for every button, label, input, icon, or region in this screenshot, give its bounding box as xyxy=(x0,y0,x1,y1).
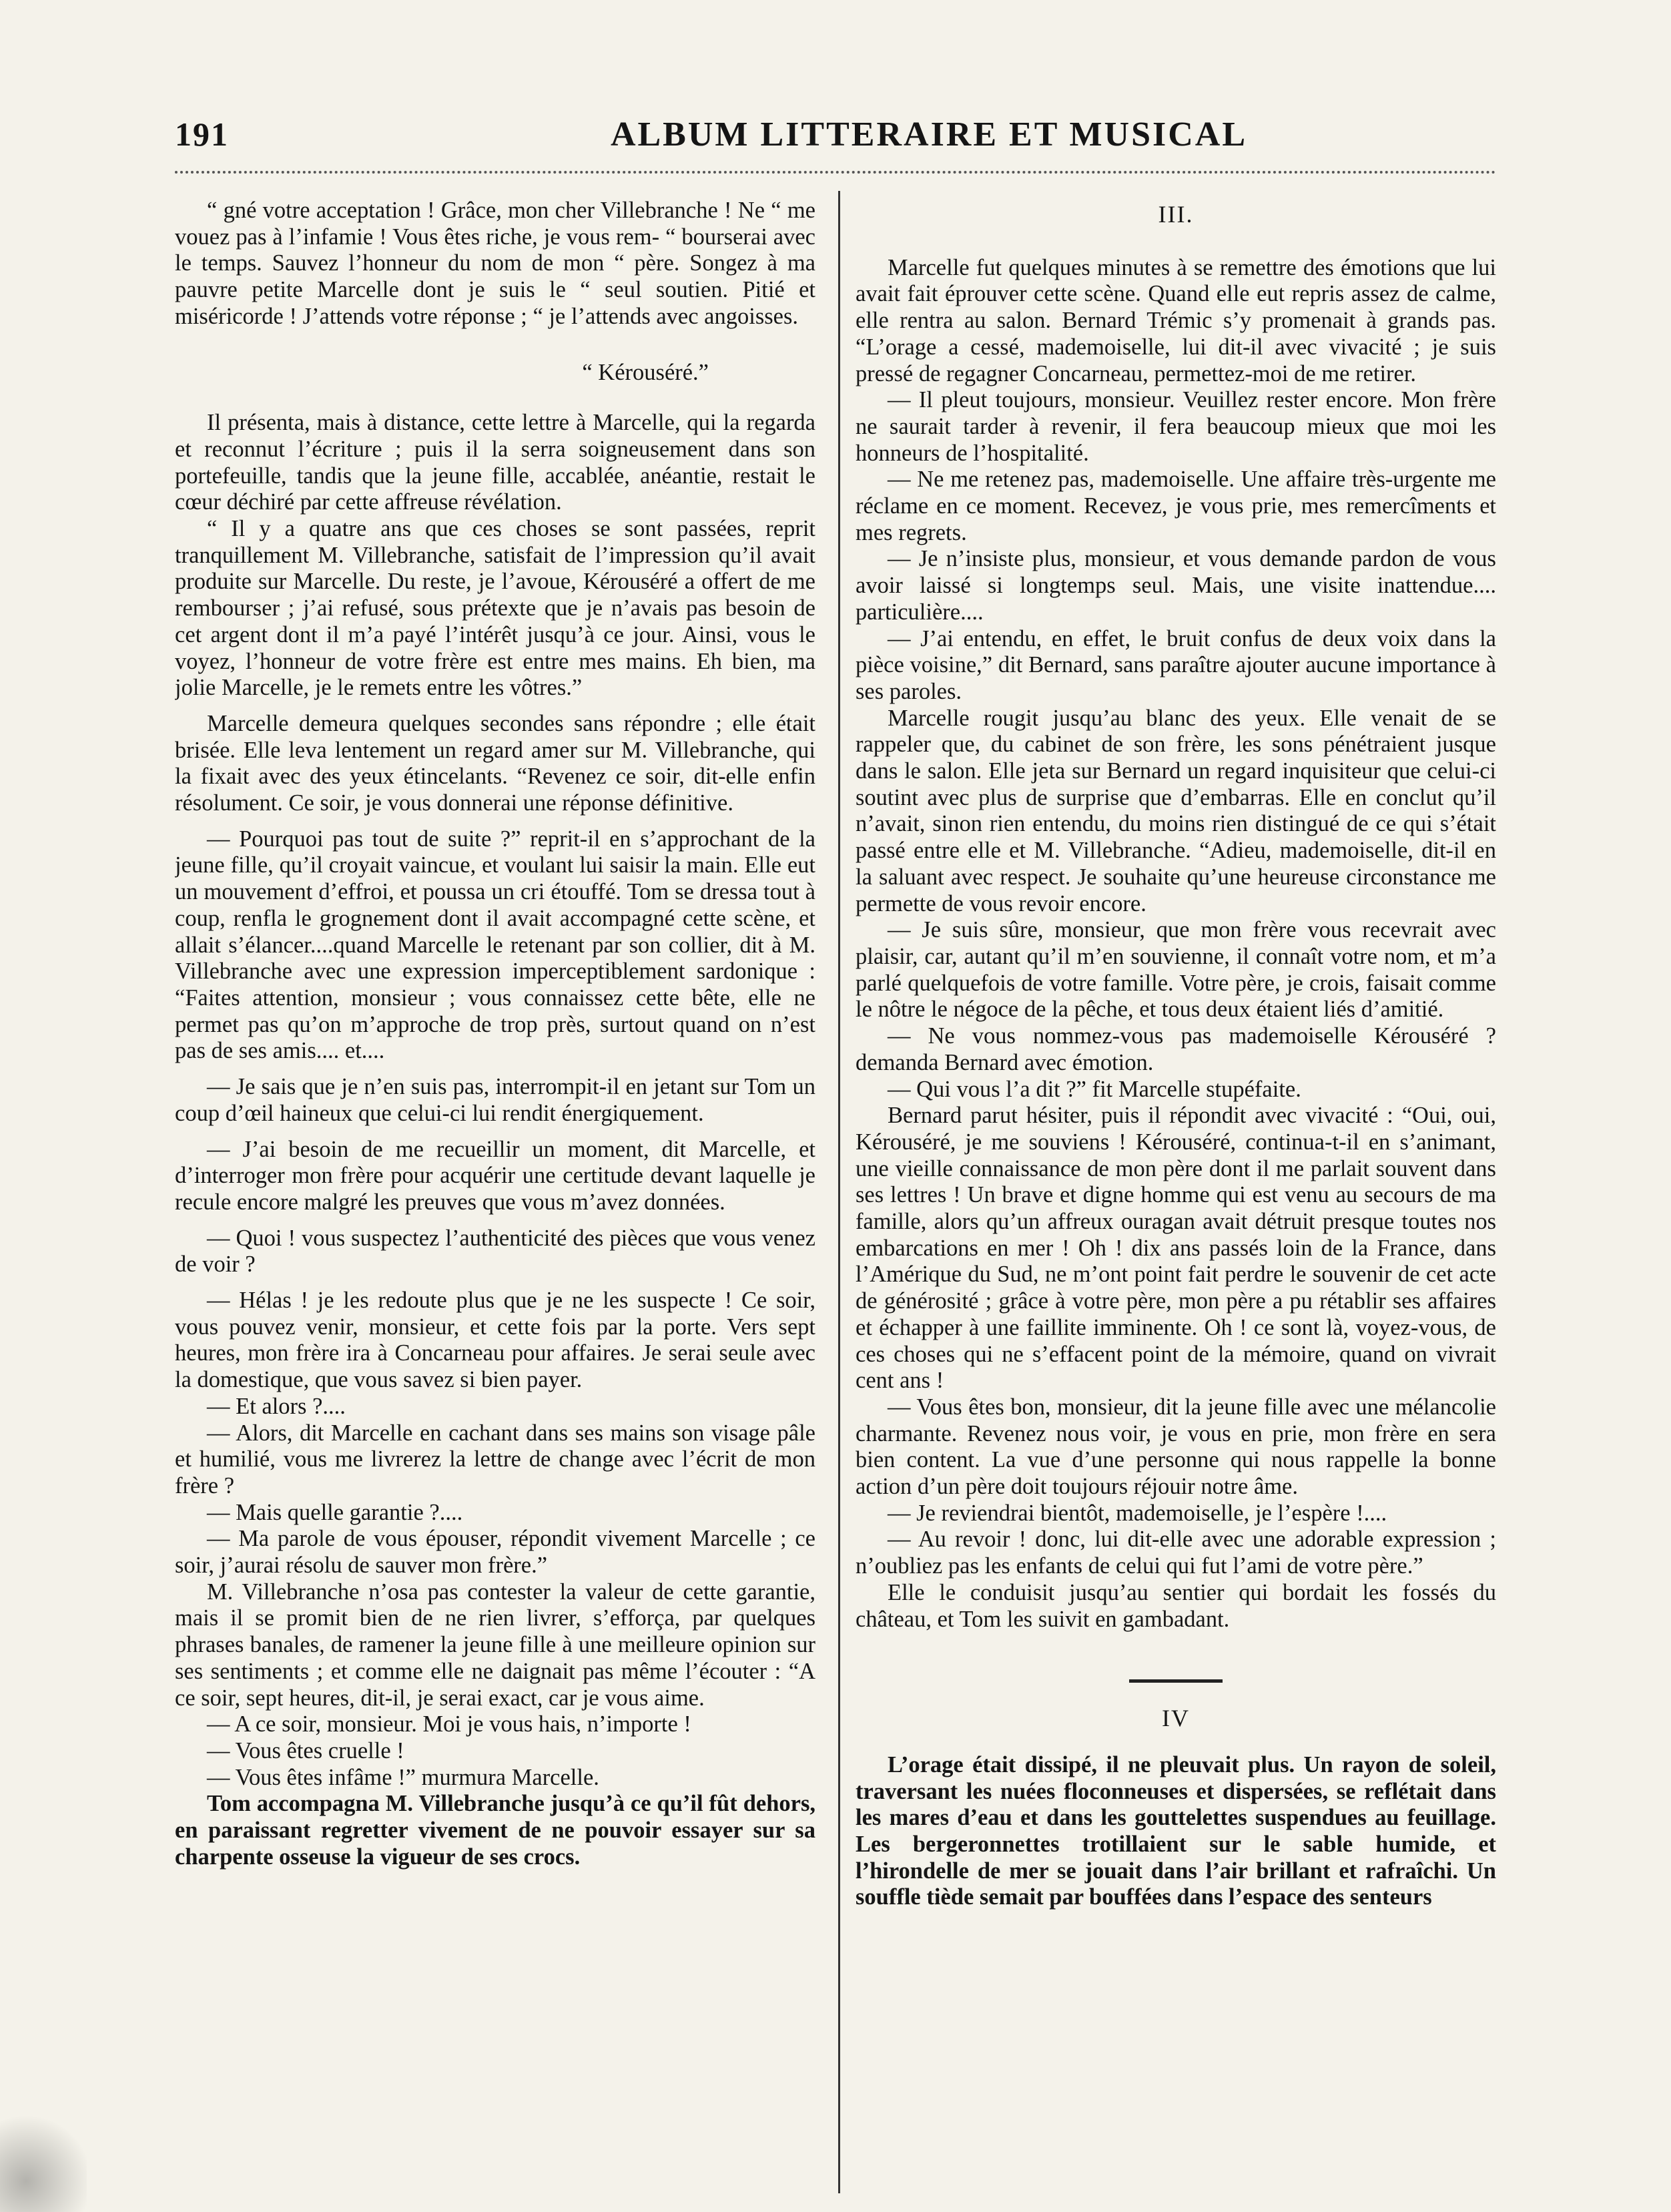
letter-signature: “ Kérouséré.” xyxy=(582,359,709,385)
dialogue-paragraph: — Je reviendrai bientôt, mademoiselle, je l’espère !.... xyxy=(888,1500,1387,1526)
section-separator xyxy=(1129,1679,1223,1683)
right-column xyxy=(856,198,1496,2193)
paper-stain xyxy=(0,2109,87,2212)
dialogue-paragraph: — Ne vous nommez-vous pas mademoiselle Kérouséré ? demanda Bernard avec émotion. xyxy=(856,1023,1496,1075)
dialogue-paragraph: — Je suis sûre, monsieur, que mon frère vous recevrait avec plaisir, car, autant qu’il m’en souvienne, il connaît votre nom, et m’a parlé quelquefois de votre famille. Votre père, je crois, faisait comme le nôtre le négoce de la pêche, et tous deux étaient liés d’amitié. xyxy=(856,917,1496,1023)
paragraph: Bernard parut hésiter, puis il répondit avec vivacité : “Oui, oui, Kérouséré, je me souviens ! Kérouséré, continua-t-il en s’animant, une vieille connaissance de mon père dont il me parlait souvent dans ses lettres ! Un brave et digne homme qui est venu au secours de ma famille, alors qu’un affreux ouragan avait détruit presque toutes nos embarcations en mer ! Oh ! dix ans passés loin de la France, dans l’Amérique du Sud, ne m’ont point fait perdre le souvenir de cet acte de générosité ; grâce à votre père, mon père a pu rétablir ses affaires et échapper à une faillite imminente. Oh ! ce sont là, voyez-vous, de ces choses qui ne s’effacent point de la mémoire, quand on vivrait cent ans ! xyxy=(856,1103,1496,1394)
paragraph: Il présenta, mais à distance, cette lettre à Marcelle, qui la regarda et reconnut l’écriture ; puis il la serra soigneusement dans son portefeuille, tandis que la jeune fille, accablée, anéantie, restait le cœur déchiré par cette affreuse révélation. xyxy=(175,410,815,515)
dialogue-paragraph: — J’ai entendu, en effet, le bruit confus de deux voix dans la pièce voisine,” dit Bernard, sans paraître ajouter aucune importance à ses paroles. xyxy=(856,625,1496,704)
page-header xyxy=(175,115,1496,162)
dialogue-paragraph: — Et alors ?.... xyxy=(207,1393,346,1419)
dialogue-paragraph: — Vous êtes infâme !” murmura Marcelle. xyxy=(207,1764,599,1790)
column-divider xyxy=(838,191,840,2193)
dialogue-paragraph: — Pourquoi pas tout de suite ?” reprit-il en s’approchant de la jeune fille, qu’il croyait vaincue, et voulant lui saisir la main. Elle eut un mouvement d’effroi, et poussa un cri étouffé. Tom se dressa tout à coup, renfla le grognement dont il avait accompagné cette scène, et allait s’élancer....quand Marcelle le retenant par son collier, dit à M. Villebranche avec une expression imperceptiblement sardonique : “Faites attention, monsieur ; vous connaissez cette bête, elle ne permet pas qu’on m’approche de trop près, surtout quand on n’est pas de ses amis.... et.... xyxy=(175,826,815,1064)
paragraph: Elle le conduisit jusqu’au sentier qui bordait les fossés du château, et Tom les suivit en gambadant. xyxy=(856,1579,1496,1632)
paragraph: Marcelle demeura quelques secondes sans répondre ; elle était brisée. Elle leva lentement un regard amer sur M. Villebranche, qui la fixait avec des yeux étincelants. “Revenez ce soir, dit-elle enfin résolument. Ce soir, je vous donnerai une réponse définitive. xyxy=(175,710,815,816)
section-number-iii: III. xyxy=(1158,201,1194,228)
dialogue-paragraph: — Il pleut toujours, monsieur. Veuillez rester encore. Mon frère ne saurait tarder à revenir, il fera beaucoup mieux que moi les honneurs de l’hospitalité. xyxy=(856,387,1496,466)
paragraph: M. Villebranche n’osa pas contester la valeur de cette garantie, mais il se promit bien de ne rien livrer, s’efforça, par quelques phrases banales, de ramener la jeune fille à une meilleure opinion sur ses sentiments ; et comme elle ne daignait pas même l’écouter : “A ce soir, sept heures, dit-il, je serai exact, car je vous aime. xyxy=(175,1579,815,1711)
dialogue-paragraph: — Au revoir ! donc, lui dit-elle avec une adorable expression ; n’oubliez pas les enfants de celui qui fut l’ami de votre père.” xyxy=(856,1527,1496,1579)
dialogue-paragraph: — Je sais que je n’en suis pas, interrompit-il en jetant sur Tom un coup d’œil haineux que celui-ci lui rendit énergiquement. xyxy=(175,1074,815,1126)
paragraph: Marcelle rougit jusqu’au blanc des yeux. Elle venait de se rappeler que, du cabinet de son frère, les sons pénétraient jusque dans le salon. Elle jeta sur Bernard un regard inquisiteur que celui-ci soutint avec plus de surprise que d’embarras. Elle en conclut qu’il n’avait, sinon rien entendu, du moins rien distingué de ce qui s’était passé entre elle et M. Villebranche. “Adieu, mademoiselle, dit-il en la saluant avec respect. Je souhaite qu’une heureuse circonstance me permette de vous revoir encore. xyxy=(856,705,1496,916)
dialogue-paragraph: — Alors, dit Marcelle en cachant dans ses mains son visage pâle et humilié, vous me livrerez la lettre de change avec l’écrit de mon frère ? xyxy=(175,1420,815,1498)
paragraph: Tom accompagna M. Villebranche jusqu’à ce qu’il fût dehors, en paraissant regretter vivement de ne pouvoir essayer sur sa charpente osseuse la vigueur de ses crocs. xyxy=(175,1791,815,1870)
dialogue-paragraph: — Mais quelle garantie ?.... xyxy=(207,1499,463,1525)
dialogue-paragraph: — Vous êtes bon, monsieur, dit la jeune fille avec une mélancolie charmante. Revenez nous voir, je vous en prie, mon frère en sera bien content. La vue d’une personne qui nous rappelle la bonne action d’un père doit toujours réjouir notre âme. xyxy=(856,1394,1496,1500)
paragraph: “ Il y a quatre ans que ces choses se sont passées, reprit tranquillement M. Villebranche, satisfait de l’impression qu’il avait produite sur Marcelle. Du reste, je l’avoue, Kérouséré a offert de me rembourser ; j’ai refusé, sous prétexte que je n’avais pas besoin de cet argent dont il m’a payé l’intérêt jusqu’à ce jour. Ainsi, vous le voyez, l’honneur de votre frère est entre mes mains. Eh bien, ma jolie Marcelle, je le remets entre les vôtres.” xyxy=(175,516,815,701)
dialogue-paragraph: — Qui vous l’a dit ?” fit Marcelle stupéfaite. xyxy=(888,1076,1301,1102)
dialogue-paragraph: — Je n’insiste plus, monsieur, et vous demande pardon de vous avoir laissé si longtemps seul. Mais, une visite inattendue.... particulière.... xyxy=(856,546,1496,625)
paragraph: L’orage était dissipé, il ne pleuvait plus. Un rayon de soleil, traversant les nuées floconneuses et dispersées, se reflétait dans les mares d’eau et dans les gouttelettes suspendues au feuillage. Les bergeronnettes trotillaient sur le sable humide, et l’hirondelle de mer se jouait dans l’air brillant et rafraîchi. Un souffle tiède semait par bouffées dans l’espace des senteurs xyxy=(856,1751,1496,1910)
dialogue-paragraph: — J’ai besoin de me recueillir un moment, dit Marcelle, et d’interroger mon frère pour acquérir une certitude devant laquelle je recule encore malgré les preuves que vous m’avez données. xyxy=(175,1136,815,1215)
dialogue-paragraph: — Quoi ! vous suspectez l’authenticité des pièces que vous venez de voir ? xyxy=(175,1225,815,1278)
header-rule xyxy=(175,164,1496,174)
left-column xyxy=(175,198,815,2193)
paragraph: Marcelle fut quelques minutes à se remettre des émotions que lui avait fait éprouver cette scène. Quand elle eut repris assez de calme, elle rentra au salon. Bernard Trémic s’y promenait à grands pas. “L’orage a cessé, mademoiselle, lui dit-il avec vivacité ; je suis pressé de regagner Concarneau, permettez-moi de me retirer. xyxy=(856,254,1496,386)
dialogue-paragraph: — Ne me retenez pas, mademoiselle. Une affaire très-urgente me réclame en ce moment. Recevez, je vous prie, mes remercîments et mes regrets. xyxy=(856,467,1496,545)
dialogue-paragraph: — Vous êtes cruelle ! xyxy=(207,1737,404,1763)
dialogue-paragraph: — Ma parole de vous épouser, répondit vivement Marcelle ; ce soir, j’aurai résolu de sauver mon frère.” xyxy=(175,1526,815,1579)
running-title: ALBUM LITTERAIRE ET MUSICAL xyxy=(610,115,1248,154)
dialogue-paragraph: — Hélas ! je les redoute plus que je ne les suspecte ! Ce soir, vous pouvez venir, monsieur, et cette fois par la porte. Vers sept heures, mon frère ira à Concarneau pour affaires. Je serai seule avec la domestique, que vous savez si bien payer. xyxy=(175,1288,815,1393)
section-number-iv: IV xyxy=(1162,1705,1190,1732)
letter-closing-paragraph: “ gné votre acceptation ! Grâce, mon cher Villebranche ! Ne “ me vouez pas à l’infamie ! Vous êtes riche, je vous rem- “ bourserai avec le temps. Sauvez l’honneur du nom de mon “ père. Songez à ma pauvre petite Marcelle dont je suis le “ seul soutien. Pitié et miséricorde ! J’attends votre réponse ; “ je l’attends avec angoisses. xyxy=(175,198,815,329)
dialogue-paragraph: — A ce soir, monsieur. Moi je vous hais, n’importe ! xyxy=(207,1711,691,1737)
page-number: 191 xyxy=(175,115,229,153)
